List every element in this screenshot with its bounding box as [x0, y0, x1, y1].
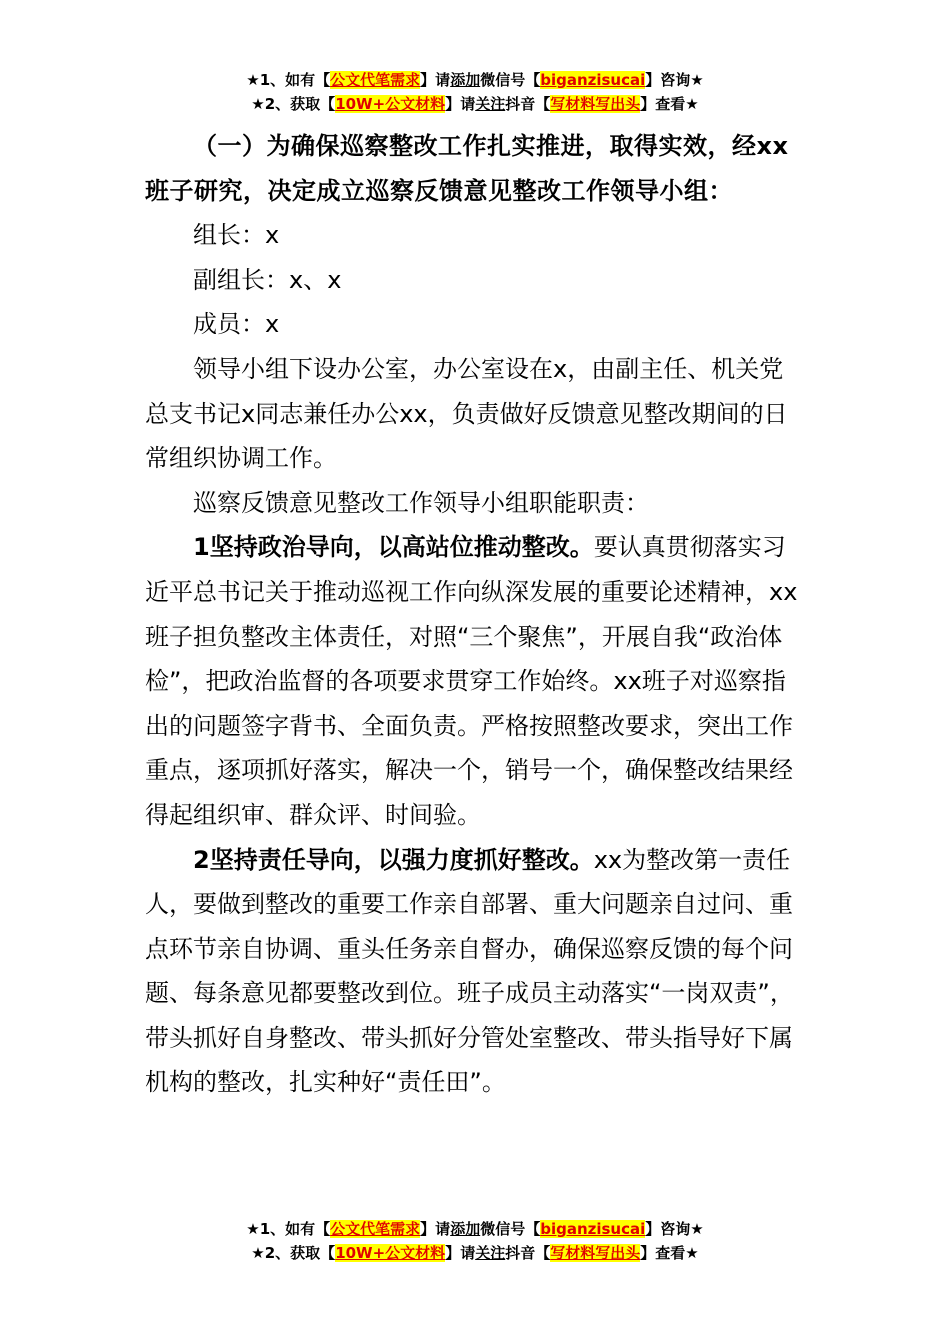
bottom-promo-banner [0, 1217, 950, 1265]
duty-item-2-body: xx为整改第一责任人，要做到整改的重要工作亲自部署、重大问题亲自过问、重点环节亲自协调、重头任务亲自督办，确保巡察反馈的每个问题、每条意见都要整改到位。班子成员主动落实“一岗双责”，带头抓好自身整改、带头抓好分管处室整改、带头指导好下属机构的整改，扎实种好“责任田”。 [145, 845, 794, 1097]
duty-item-1-body: 要认真贯彻落实习近平总书记关于推动巡视工作向纵深发展的重要论述精神，xx班子担负整改主体责任，对照“三个聚焦”，开展自我“政治体检”，把政治监督的各项要求贯穿工作始终。xx班子对巡察指出的问题签字背书、全面负责。严格按照整改要求，突出工作重点，逐项抓好落实，解决一个，销号一个，确保整改结果经得起组织审、群众评、时间验。 [145, 533, 798, 829]
highlight-douyin-account: 写材料写出头 [550, 95, 641, 113]
document-body [145, 124, 807, 1105]
promo-line-2: ★2、获取【10W+公文材料】请关注抖音【写材料写出头】查看★ [251, 95, 699, 113]
leader-line: 组长：x [193, 221, 280, 250]
duty-item-1 [145, 525, 807, 837]
highlight-service: 公文代笔需求 [330, 1220, 421, 1238]
highlight-wechat-id: biganzisucai [540, 71, 646, 89]
duty-item-2 [145, 838, 807, 1106]
top-promo-banner [0, 68, 950, 116]
members-line: 成员：x [193, 310, 280, 339]
duties-title: 巡察反馈意见整改工作领导小组职能职责： [193, 488, 649, 517]
duty-item-1-title: 1坚持政治导向，以高站位推动整改。 [193, 533, 594, 562]
duty-item-2-title: 2坚持责任导向，以强力度抓好整改。 [193, 845, 594, 874]
promo-line-1: ★1、如有【公文代笔需求】请添加微信号【biganzisucai】咨询★ [246, 71, 704, 89]
highlight-wechat-id: biganzisucai [540, 1220, 646, 1238]
highlight-service: 公文代笔需求 [330, 71, 421, 89]
promo-line-2: ★2、获取【10W+公文材料】请关注抖音【写材料写出头】查看★ [251, 1244, 699, 1262]
promo-line-1: ★1、如有【公文代笔需求】请添加微信号【biganzisucai】咨询★ [246, 1220, 704, 1238]
deputy-leader-line: 副组长：x、x [193, 265, 342, 294]
highlight-materials: 10W+公文材料 [335, 1244, 446, 1262]
section-heading: （一）为确保巡察整改工作扎实推进，取得实效，经xx班子研究，决定成立巡察反馈意见整改工作领导小组： [145, 132, 789, 205]
highlight-materials: 10W+公文材料 [335, 95, 446, 113]
highlight-douyin-account: 写材料写出头 [550, 1244, 641, 1262]
office-paragraph: 领导小组下设办公室，办公室设在x，由副主任、机关党总支书记x同志兼任办公xx，负责做好反馈意见整改期间的日常组织协调工作。 [145, 354, 788, 473]
